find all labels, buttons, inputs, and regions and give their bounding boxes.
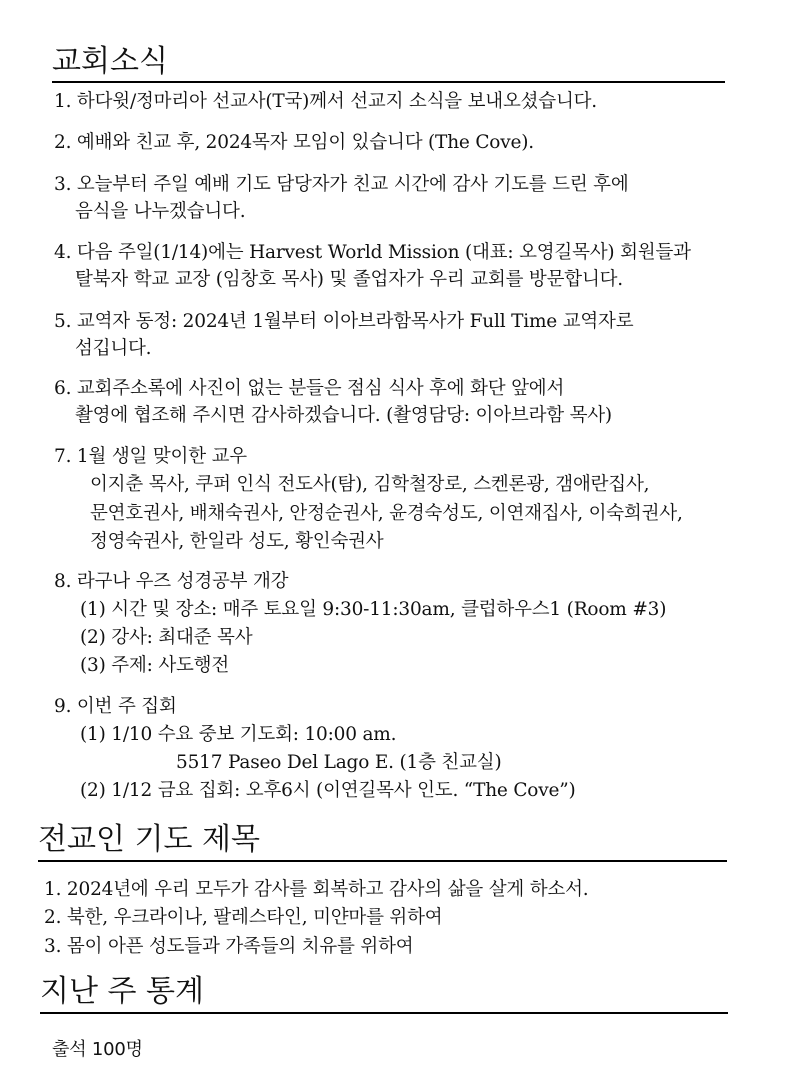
news-item-3-cont: 음식을 나누겠습니다. bbox=[75, 201, 246, 222]
wednesday-prayer-address: 5517 Paseo Del Lago E. (1층 친교실) bbox=[176, 752, 502, 773]
news-item-5-cont: 섬깁니다. bbox=[75, 338, 152, 359]
bible-study-time-place: (1) 시간 및 장소: 매주 토요일 9:30-11:30am, 클럽하우스1 (Room #3) bbox=[80, 599, 667, 620]
birthday-names-line-2: 문연호권사, 배채숙권사, 안정순권사, 윤경숙성도, 이연재집사, 이숙희권사, bbox=[90, 503, 683, 524]
friday-meeting: (2) 1/12 금요 집회: 오후6시 (이연길목사 인도. “The Cove”) bbox=[80, 780, 576, 801]
news-title-rule bbox=[52, 81, 725, 83]
attendance-count: 출석 100명 bbox=[52, 1039, 143, 1060]
news-item-6-cont: 촬영에 협조해 주시면 감사하겠습니다. (촬영담당: 이아브라함 목사) bbox=[75, 405, 612, 426]
news-item-2: 2. 예배와 친교 후, 2024목자 모임이 있습니다 (The Cove). bbox=[54, 132, 534, 153]
stats-title-rule bbox=[40, 1012, 728, 1014]
prayer-title-rule bbox=[38, 860, 727, 862]
prayer-section-title: 전교인 기도 제목 bbox=[38, 822, 260, 857]
news-item-7: 7. 1월 생일 맞이한 교우 bbox=[54, 446, 247, 467]
bible-study-topic: (3) 주제: 사도행전 bbox=[80, 655, 230, 676]
news-item-5: 5. 교역자 동정: 2024년 1월부터 이아브라함목사가 Full Time 교역자로 bbox=[54, 311, 634, 332]
news-item-4-cont: 탈북자 학교 교장 (임창호 목사) 및 졸업자가 우리 교회를 방문합니다. bbox=[75, 269, 623, 290]
prayer-item-2: 2. 북한, 우크라이나, 팔레스타인, 미얀마를 위하여 bbox=[44, 907, 443, 928]
news-section-title: 교회소식 bbox=[52, 44, 168, 79]
birthday-names-line-3: 정영숙권사, 한일라 성도, 황인숙권사 bbox=[90, 531, 384, 552]
news-item-4: 4. 다음 주일(1/14)에는 Harvest World Mission (대표: 오영길목사) 회원들과 bbox=[54, 242, 691, 263]
prayer-item-1: 1. 2024년에 우리 모두가 감사를 회복하고 감사의 삶을 살게 하소서. bbox=[44, 879, 589, 900]
news-item-9: 9. 이번 주 집회 bbox=[54, 696, 177, 717]
news-item-8: 8. 라구나 우즈 성경공부 개강 bbox=[54, 571, 289, 592]
prayer-item-3: 3. 몸이 아픈 성도들과 가족들의 치유를 위하여 bbox=[44, 936, 414, 957]
wednesday-prayer-meeting: (1) 1/10 수요 중보 기도회: 10:00 am. bbox=[80, 724, 397, 745]
news-item-3: 3. 오늘부터 주일 예배 기도 담당자가 친교 시간에 감사 기도를 드린 후에 bbox=[54, 174, 629, 195]
stats-section-title: 지난 주 통계 bbox=[40, 974, 204, 1009]
news-item-6: 6. 교회주소록에 사진이 없는 분들은 점심 식사 후에 화단 앞에서 bbox=[54, 378, 565, 399]
birthday-names-line-1: 이지춘 목사, 쿠퍼 인식 전도사(탐), 김학철장로, 스켄론광, 갬애란집사, bbox=[90, 474, 650, 495]
bible-study-teacher: (2) 강사: 최대준 목사 bbox=[80, 627, 253, 648]
news-item-1: 1. 하다윗/정마리아 선교사(T국)께서 선교지 소식을 보내오셨습니다. bbox=[54, 91, 597, 112]
